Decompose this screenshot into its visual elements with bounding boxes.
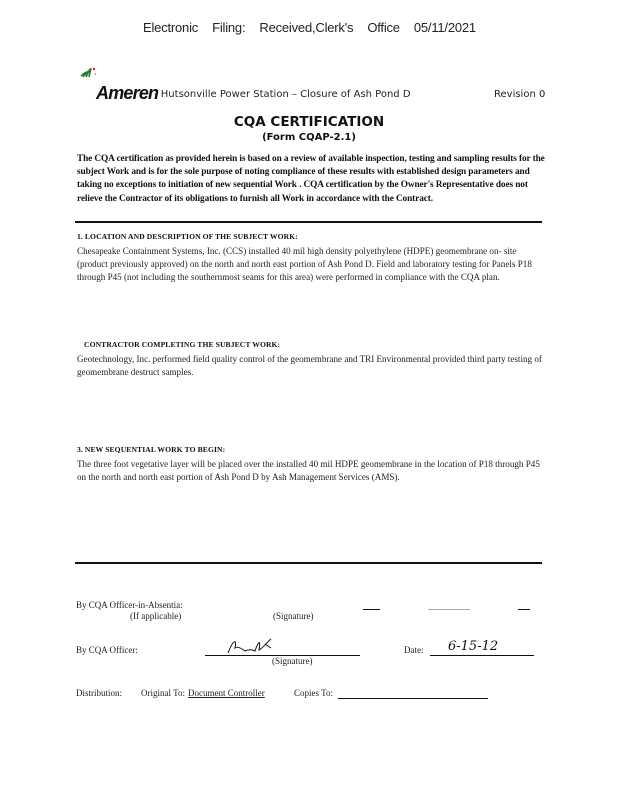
revision-label: Revision 0 [494, 89, 546, 100]
stamp-text: Filing: [212, 20, 246, 35]
date-label: Date: [404, 645, 424, 655]
date-value: 6-15-12 [448, 639, 499, 654]
ameren-logo-icon [80, 66, 98, 78]
document-subtitle: - Hutsonville Power Station – Closure of Ash Pond D [154, 89, 411, 100]
if-applicable-note: (If applicable) [130, 611, 182, 621]
distribution-label: Distribution: [76, 688, 123, 698]
copies-to-label: Copies To: [294, 688, 333, 698]
page-title: CQA CERTIFICATION [233, 114, 385, 130]
handwritten-signature [225, 636, 275, 656]
stamp-text: Office [367, 20, 400, 35]
original-to-label: Original To: [141, 688, 185, 698]
original-to-value: Document Controller [188, 688, 265, 698]
section-body: The three foot vegetative layer will be placed over the installed 40 mil HDPE geomembrane in the location of P18 through P45 on the north and north east portion of Ash Pond D by Ash Management Services (AMS). [77, 459, 540, 482]
section-body: Chesapeake Containment Systems, Inc. (CCS) installed 40 mil high density polyethylene (HDPE) geomembrane on- site (product previously approved) on the north and north east portion of Ash Pond D. Field and laboratory testing for Panels P18 through P45 (not including the southernmost seams for this area) were performed in compliance with the CQA plan. [77, 246, 532, 282]
signature-line[interactable] [363, 609, 380, 610]
section-heading: CONTRACTOR COMPLETING THE SUBJECT WORK: [84, 340, 281, 349]
date-line[interactable] [430, 655, 534, 656]
copies-to-line[interactable] [338, 698, 488, 699]
section-heading: 1. LOCATION AND DESCRIPTION OF THE SUBJECT WORK: [77, 232, 298, 241]
form-id: (Form CQAP-2.1) [262, 132, 356, 143]
officer-label: By CQA Officer: [76, 645, 138, 655]
stamp-date: 05/11/2021 [413, 20, 476, 35]
divider [75, 221, 542, 223]
signature-caption: (Signature) [272, 656, 313, 666]
section-body: Geotechnology, Inc. performed field quality control of the geomembrane and TRI Environmental provided third party testing of geomembrane destruct samples. [77, 354, 542, 377]
ameren-logo-text: Ameren [96, 83, 159, 103]
date-line[interactable] [428, 609, 470, 610]
divider [75, 562, 542, 564]
absentia-label: By CQA Officer-in-Absentia: [76, 600, 183, 610]
stamp-text: Electronic [143, 20, 199, 35]
electronic-filing-stamp [143, 20, 490, 35]
stamp-text: Received,Clerk's [259, 20, 354, 35]
section-heading: 3. NEW SEQUENTIAL WORK TO BEGIN: [77, 445, 226, 454]
line [518, 609, 530, 610]
signature-caption: (Signature) [273, 611, 314, 621]
intro-paragraph: The CQA certification as provided herein is based on a review of available inspection, testing and sampling results for the subject Work and is for the sole purpose of noting compliance of these results with established design parameters and taking no exceptions to initiation of new sequential Work . CQA certification by the Owner's Representative does not relieve the Contractor of its obligations to furnish all Work in accordance with the Contract. [77, 154, 545, 204]
